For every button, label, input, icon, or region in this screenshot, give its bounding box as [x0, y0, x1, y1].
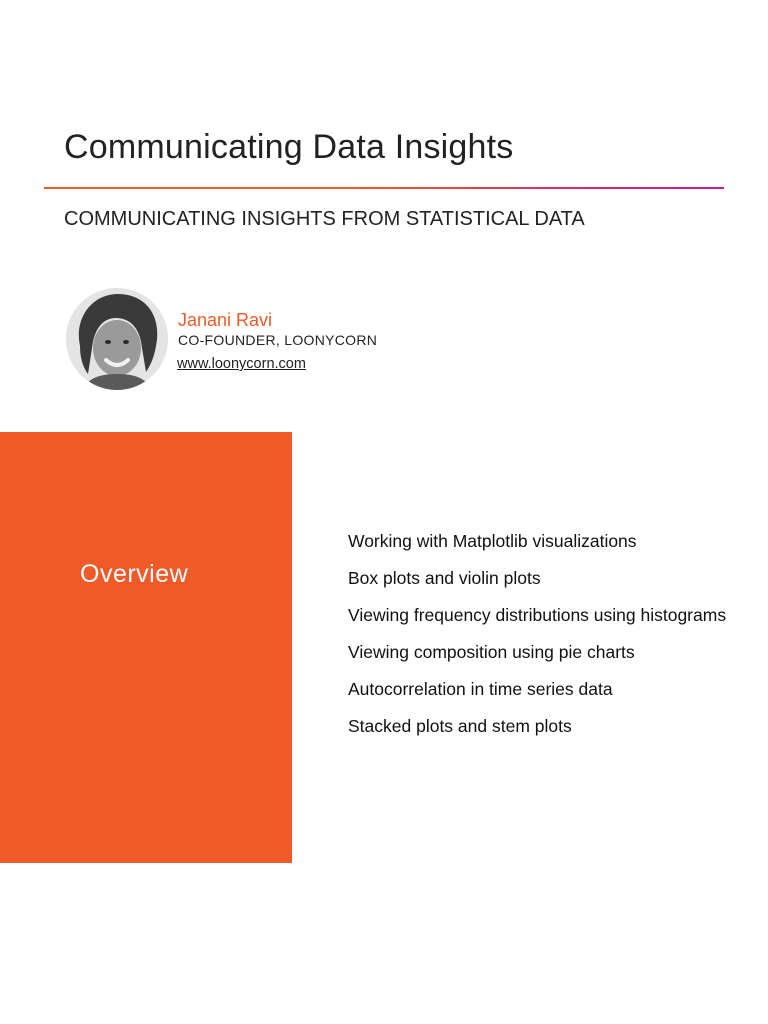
author-photo-icon	[66, 288, 168, 390]
author-role: CO-FOUNDER, LOONYCORN	[178, 332, 378, 348]
overview-item: Autocorrelation in time series data	[348, 679, 613, 699]
overview-panel	[0, 432, 292, 863]
overview-item: Box plots and violin plots	[348, 568, 541, 588]
course-title: Communicating Data Insights	[64, 128, 514, 166]
overview-list	[348, 530, 748, 752]
author-website-link[interactable]: www.loonycorn.com	[177, 356, 306, 372]
author-avatar	[66, 288, 168, 390]
module-title: COMMUNICATING INSIGHTS FROM STATISTICAL DATA	[64, 208, 585, 230]
overview-item: Viewing composition using pie charts	[348, 642, 635, 662]
author-name: Janani Ravi	[178, 310, 273, 330]
overview-heading: Overview	[80, 560, 189, 588]
overview-item: Working with Matplotlib visualizations	[348, 531, 637, 551]
overview-item: Stacked plots and stem plots	[348, 716, 572, 736]
title-divider	[44, 187, 724, 189]
author-block	[66, 288, 466, 392]
overview-item: Viewing frequency distributions using histograms	[348, 605, 727, 625]
